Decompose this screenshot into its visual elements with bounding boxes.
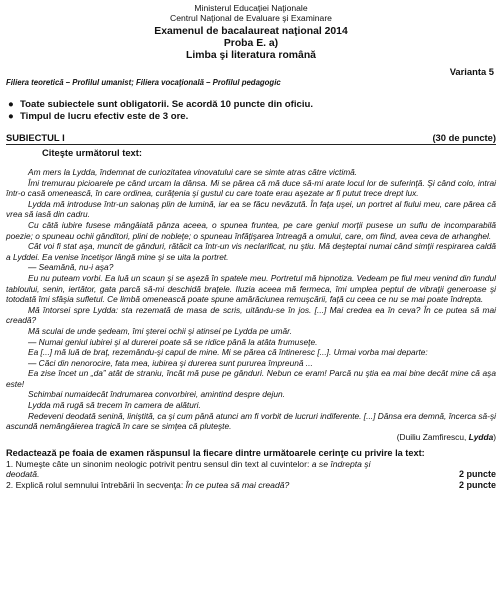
question-number: 2. [6,479,14,490]
passage-paragraph: Ea [...] mă luă de braţ, rezemându-şi capul de mine. Mi se părea că întineresc [...]. Urmai vorba mai departe: [28,347,428,358]
passage-paragraph: Ea zise încet un „da” atât de straniu, încât mă puse pe gânduri. Nebun ce eram! Parcă nu ştia ea mai bine decât mine că aşa este! [6,368,496,389]
exam-proba: Proba E. a) [223,38,279,49]
exam-subject: Limba şi literatura română [186,50,316,61]
passage-paragraph: Lydda mă rugă să trecem în camera de alături. [28,400,201,411]
question-number: 1. [6,458,14,469]
instructions-list [6,99,496,123]
instruction-item: ● Toate subiectele sunt obligatorii. Se acordă 10 puncte din oficiu. [8,99,314,110]
passage-paragraph: Eu nu puteam vorbi. Ea luă un scaun şi se aşeză în spatele meu. Portretul mă hipnotiza. Vedeam pe fiul meu venind din fundul tabloului, senin, iertător, gata parcă să-mi deschidă braţele. Iluzia aceea mă fermeca, îmi umplea peptul de vibraţii generoase şi totodată îmi sfâşia sufletul. Ce limbă omenească poate spune amărăciunea remuşcării, faţă cu ceea ce nu se mai poate îndrepta. [6,272,496,305]
read-instruction: Citeşte următorul text: [42,147,143,158]
passage-paragraph: Îmi tremurau picioarele pe când urcam la dânsa. Mi se părea că mă duce să-mi arate locul lor de suferinţă. Şi când colo, intrai într-o casă omenească, în care ordinea, curăţenia şi gustul cu care toate erau aşezate ar fi putut trece drept lux. [6,177,496,199]
question-item [6,480,496,491]
question-text: Numeşte câte un sinonim neologic potrivit pentru sensul din text al cuvintelor: [15,458,310,469]
passage-paragraph: — Numai geniul iubirei şi al durerei poate să se ridice până la atâta frumuseţe. [28,336,318,347]
passage-paragraph: Cu câtă iubire fusese mângâiată pânza aceea, o spunea fruntea, pe care geniul morţii pusese un suflu de incomparabilă poezie; o spuneau ochii gânditori, plini de nobleţe; o spuneau înfăţişarea întreagă a omului, care, om fiind, avea ceva de arhanghel. [6,219,496,241]
passage-paragraph: — Căci din nenorocire, fata mea, iubirea şi durerea sunt pururea împreună ... [28,357,313,368]
attribution-close: ) [493,431,496,442]
section-title: SUBIECTUL I [6,132,65,143]
attribution-work: Lydda [468,431,494,442]
passage-paragraph: Am mers la Lydda, îndemnat de curiozitatea vinovatului care se simte atras către victimă. [28,167,358,177]
bullet-icon: ● [8,111,14,122]
section-header [6,132,496,145]
passage-paragraph: Schimbai numaidecât îndrumarea convorbirei, amintind despre dejun. [28,389,285,400]
bullet-icon: ● [8,99,14,110]
question-text-cont: deodată. [6,469,40,480]
filiera-line: Filiera teoretică – Profilul umanist; Filiera vocaţională – Profilul pedagogic [6,78,281,87]
passage-paragraph: Lydda mă introduse într-un salonaş plin de lumină, iar ea se făcu nevăzută. În faţa uşei, un portret al fiului meu, care părea că vrea să iasă din cadru. [6,198,496,220]
passage-attribution [6,432,496,443]
ministry-name: Ministerul Educaţiei Naţionale [194,3,308,13]
center-name: Centrul Naţional de Evaluare şi Examinare [170,13,332,23]
task-heading: Redactează pe foaia de examen răspunsul la fiecare dintre următoarele cerinţe cu privire la text: [6,447,425,458]
passage-paragraph: Redeveni deodată senină, liniştită, ca şi cum până atunci am fi vorbit de lucruri indiferente. [...] Dânsa era demnă, încerca să-şi ascundă nemângâierea tragică în care se simţea că pluteşte. [6,410,496,432]
attribution-author: (Duiliu Zamfirescu, [396,431,467,442]
question-points: 2 puncte [458,479,496,490]
exam-title-block [6,26,496,62]
question-quote: În ce putea să mai creadă? [185,479,290,490]
instruction-item: ● Timpul de lucru efectiv este de 3 ore. [8,111,189,122]
section-points: (30 de puncte) [432,132,496,143]
question-points: 2 puncte [458,469,496,480]
passage-paragraph: — Seamănă, nu-i aşa? [28,262,114,273]
exam-title: Examenul de bacalaureat naţional 2014 [154,26,348,37]
question-quote: a se îndrepta şi [311,458,371,469]
passage-paragraph: Mă sculai de unde şedeam, îmi şterei ochii şi atinsei pe Lydda pe umăr. [28,325,292,336]
passage-paragraph: Cât voi fi stat aşa, muncit de gânduri, rătăcit ca într-un vis neclarificat, nu ştiu. Mă deşteptai numai când simţii respirarea caldă a Lyddei. Ea venise încetişor lângă mine şi se uita la portret. [6,241,496,262]
passage-paragraph: Mă întorsei spre Lydda: sta rezemată de masa de scris, uitându-se în jos. [...] Mai credea ea în ceva? În ce putea să mai creadă? [6,304,496,326]
question-item [6,459,496,480]
literary-passage [6,167,496,432]
question-text: Explică rolul semnului întrebării în secvenţa: [15,479,184,490]
variant-label: Varianta 5 [449,66,494,77]
institution-header [6,3,496,23]
